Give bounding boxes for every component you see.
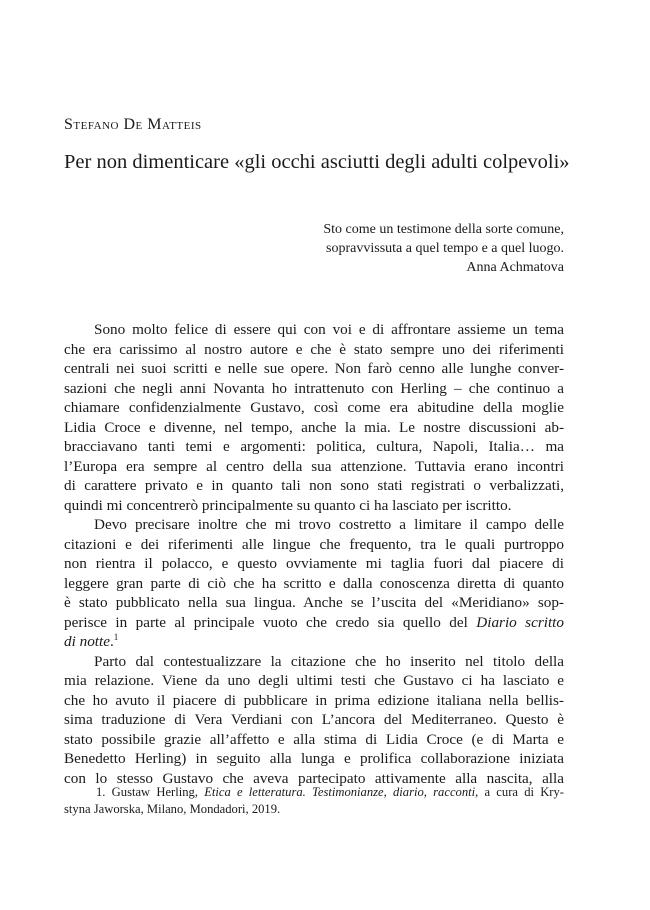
body-line: con lo stesso Gustavo che aveva partecipato attivamente alla nascita, alla (64, 769, 564, 787)
body-line: è stato pubblicato nella sua lingua. Anche se l’uscita del «Meridiano» sop- (64, 594, 564, 611)
body-text (64, 320, 564, 788)
footnote-number: 1. (96, 785, 106, 799)
footnote-line (64, 784, 564, 801)
body-line: Sono molto felice di essere qui con voi e di affrontare assieme un tema (94, 321, 564, 338)
footnotes (64, 784, 564, 818)
body-line: sima traduzione di Vera Verdiani con L’ancora del Mediterraneo. Questo è (64, 711, 564, 728)
body-line: Parto dal contestualizzare la citazione che ho inserito nel titolo della (94, 652, 564, 670)
body-line: quindi mi concentrerò principalmente su quanto ci ha lasciato per iscritto. (64, 496, 512, 514)
body-line: che ho avuto il piacere di pubblicare in prima edizione italiana nella bellis- (64, 691, 564, 709)
body-line: bracciavano tanti temi e argomenti: politica, cultura, Napoli, Italia… ma (64, 438, 564, 455)
sentence-end: . (109, 633, 114, 650)
footnote-text: , a cura di Kry- (475, 785, 564, 799)
body-line: sazioni che negli anni Novanta ho intrattenuto con Herling – che continuo a (64, 379, 564, 397)
epigraph (250, 220, 564, 277)
footnote-reference: 1 (113, 631, 119, 642)
body-line: Benedetto Herling) in seguito alla lunga e prolifica collaborazione iniziata (64, 750, 564, 767)
body-line: l’Europa era sempre al centro della sua attenzione. Tuttavia erano incontri (64, 457, 564, 475)
body-line: non rientra il polacco, e questo ovviamente mi taglia fuori dal piacere di (64, 555, 564, 572)
chapter-title: Per non dimenticare «gli occhi asciutti degli adulti colpevoli» (64, 151, 570, 173)
body-line: centrali nei suoi scritti e nelle sue opere. Non farò cenno alle lunghe conver- (64, 360, 564, 377)
body-line: che era carissimo al nostro autore e che è stato sempre uno dei riferimenti (64, 340, 564, 358)
body-line: stato possibile grazie all’affetto e alla stima di Lidia Croce (e di Marta e (64, 730, 564, 748)
epigraph-attribution: Anna Achmatova (466, 260, 564, 275)
body-line-text: perisce in parte al principale vuoto che credo sia quello del (64, 613, 468, 631)
author-name: Stefano De Matteis (64, 116, 202, 133)
body-line: di carattere privato e in quanto tali non sono stati registrati o verbalizzati, (64, 477, 564, 494)
body-line: Devo precisare inoltre che mi trovo costretto a limitare il campo delle (94, 516, 564, 533)
book-title-italic: Diario scritto (476, 613, 564, 631)
epigraph-line: Sto come un testimone della sorte comune, (323, 222, 564, 237)
footnote-line: styna Jaworska, Milano, Mondadori, 2019. (64, 802, 281, 816)
body-line (64, 613, 564, 633)
body-line: leggere gran parte di ciò che ha scritto e dalla conoscenza diretta di quanto (64, 574, 564, 592)
footnote-author: Gustaw Herling, (111, 785, 198, 799)
body-line: chiamare confidenzialmente Gustavo, così come era abitudine della moglie (64, 399, 564, 416)
book-title-italic: di notte (64, 633, 110, 650)
body-line: citazioni e dei riferimenti alle lingue che frequento, tra le quali purtroppo (64, 535, 564, 553)
body-line: Lidia Croce e divenne, nel tempo, anche la mia. Le nostre discussioni ab- (64, 418, 564, 436)
body-line: mia relazione. Viene da uno degli ultimi testi che Gustavo ci ha lasciato e (64, 672, 564, 689)
body-line (64, 632, 564, 652)
footnote-work-title: Etica e letteratura. Testimonianze, diario, racconti (204, 785, 476, 799)
epigraph-line: sopravvissuta a quel tempo e a quel luogo. (326, 241, 564, 256)
